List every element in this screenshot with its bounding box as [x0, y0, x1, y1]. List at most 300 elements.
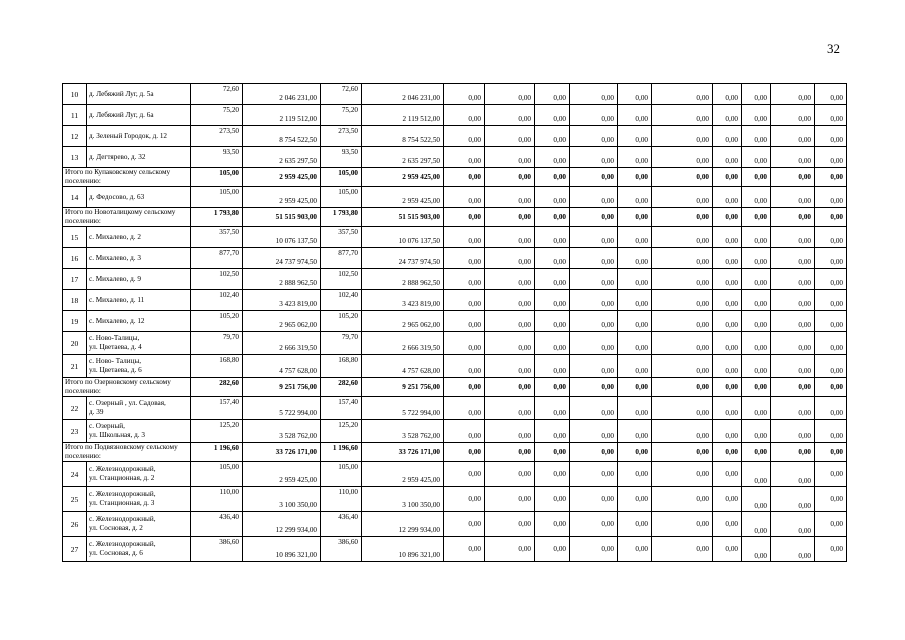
- cost-cell: 3 423 819,00: [243, 290, 321, 311]
- value-cell: 0,00: [570, 420, 618, 443]
- address-line1: с. Ново- Талицы,: [89, 357, 142, 365]
- value-cell: 0,00: [570, 487, 618, 512]
- cost-cell: 2 119 512,00: [243, 105, 321, 126]
- total-cell: 3 423 819,00: [362, 290, 444, 311]
- area2-cell: 1 196,60: [321, 443, 362, 462]
- value-cell: 0,00: [485, 208, 535, 227]
- value-cell: 0,00: [713, 84, 742, 105]
- table-row: [63, 487, 847, 512]
- value-cell: 0,00: [771, 487, 815, 512]
- value-cell: 0,00: [485, 537, 535, 562]
- row-number: 19: [63, 311, 87, 332]
- value-cell: 0,00: [485, 462, 535, 487]
- cost-cell: 2 046 231,00: [243, 84, 321, 105]
- value-cell: 0,00: [652, 290, 713, 311]
- value-cell: 0,00: [742, 537, 771, 562]
- value-cell: 0,00: [618, 397, 652, 420]
- value-cell: 0,00: [570, 269, 618, 290]
- value-cell: 0,00: [444, 126, 485, 147]
- address-cell: [87, 290, 191, 311]
- value-cell: 0,00: [535, 147, 570, 168]
- area-cell: 102,50: [191, 269, 243, 290]
- value-cell: 0,00: [815, 126, 847, 147]
- area-cell: 157,40: [191, 397, 243, 420]
- cost-cell: 5 722 994,00: [243, 397, 321, 420]
- value-cell: 0,00: [618, 168, 652, 187]
- value-cell: 0,00: [815, 269, 847, 290]
- value-cell: 0,00: [713, 397, 742, 420]
- address-cell: [87, 147, 191, 168]
- value-cell: 0,00: [535, 462, 570, 487]
- value-cell: 0,00: [618, 105, 652, 126]
- value-cell: 0,00: [618, 269, 652, 290]
- address-line1: с. Железнодорожный,: [89, 490, 156, 498]
- value-cell: 0,00: [444, 512, 485, 537]
- value-cell: 0,00: [742, 290, 771, 311]
- value-cell: 0,00: [713, 248, 742, 269]
- value-cell: 0,00: [570, 248, 618, 269]
- address-cell: [87, 397, 191, 420]
- cost-cell: 9 251 756,00: [243, 378, 321, 397]
- address-text: с. Михалево, д. 12: [89, 316, 145, 325]
- total-cell: 51 515 903,00: [362, 208, 444, 227]
- address-cell: [87, 105, 191, 126]
- value-cell: 0,00: [535, 512, 570, 537]
- total-cell: 2 046 231,00: [362, 84, 444, 105]
- row-number: 20: [63, 332, 87, 355]
- address-cell: [87, 332, 191, 355]
- area2-cell: 105,00: [321, 462, 362, 487]
- value-cell: 0,00: [771, 290, 815, 311]
- value-cell: 0,00: [535, 105, 570, 126]
- value-cell: 0,00: [771, 397, 815, 420]
- cost-cell: 2 959 425,00: [243, 462, 321, 487]
- area-cell: 75,20: [191, 105, 243, 126]
- total-cell: 12 299 934,00: [362, 512, 444, 537]
- value-cell: 0,00: [815, 311, 847, 332]
- value-cell: 0,00: [652, 397, 713, 420]
- value-cell: 0,00: [771, 187, 815, 208]
- address-cell: [87, 248, 191, 269]
- value-cell: 0,00: [742, 443, 771, 462]
- value-cell: 0,00: [618, 443, 652, 462]
- value-cell: 0,00: [485, 487, 535, 512]
- value-cell: 0,00: [742, 84, 771, 105]
- value-cell: 0,00: [485, 168, 535, 187]
- area-cell: 357,50: [191, 227, 243, 248]
- value-cell: 0,00: [815, 462, 847, 487]
- value-cell: 0,00: [815, 487, 847, 512]
- value-cell: 0,00: [444, 443, 485, 462]
- total-cell: 10 896 321,00: [362, 537, 444, 562]
- page-number: 32: [827, 41, 840, 56]
- area2-cell: 79,70: [321, 332, 362, 355]
- subtotal-label: Итого по Подвязновскому сельскому поселению:: [63, 443, 191, 462]
- value-cell: 0,00: [652, 187, 713, 208]
- value-cell: 0,00: [570, 332, 618, 355]
- value-cell: 0,00: [535, 248, 570, 269]
- value-cell: 0,00: [713, 537, 742, 562]
- address-line2: ул. Цветаева, д. 6: [89, 366, 142, 374]
- value-cell: 0,00: [618, 462, 652, 487]
- value-cell: 0,00: [713, 512, 742, 537]
- area2-cell: 93,50: [321, 147, 362, 168]
- value-cell: 0,00: [485, 105, 535, 126]
- total-cell: 10 076 137,50: [362, 227, 444, 248]
- cost-cell: 2 635 297,50: [243, 147, 321, 168]
- value-cell: 0,00: [771, 269, 815, 290]
- value-cell: 0,00: [742, 187, 771, 208]
- address-cell: [87, 420, 191, 443]
- address-line2: ул. Станционная, д. 2: [89, 474, 155, 482]
- value-cell: 0,00: [535, 126, 570, 147]
- address-line1: с. Железнодорожный,: [89, 465, 156, 473]
- area2-cell: 105,00: [321, 187, 362, 208]
- value-cell: 0,00: [618, 187, 652, 208]
- value-cell: 0,00: [618, 290, 652, 311]
- value-cell: 0,00: [652, 248, 713, 269]
- value-cell: 0,00: [444, 269, 485, 290]
- value-cell: 0,00: [618, 208, 652, 227]
- value-cell: 0,00: [535, 290, 570, 311]
- value-cell: 0,00: [535, 269, 570, 290]
- value-cell: 0,00: [444, 147, 485, 168]
- value-cell: 0,00: [652, 420, 713, 443]
- address-line1: с. Железнодорожный,: [89, 515, 156, 523]
- table-row: [63, 332, 847, 355]
- area-cell: 72,60: [191, 84, 243, 105]
- area-cell: 436,40: [191, 512, 243, 537]
- address-cell: [87, 126, 191, 147]
- address-text: с. Михалево, д. 11: [89, 295, 145, 304]
- value-cell: 0,00: [713, 420, 742, 443]
- address-cell: [87, 311, 191, 332]
- area-cell: 93,50: [191, 147, 243, 168]
- cost-cell: 4 757 628,00: [243, 355, 321, 378]
- cost-cell: 24 737 974,50: [243, 248, 321, 269]
- value-cell: 0,00: [713, 311, 742, 332]
- value-cell: 0,00: [713, 487, 742, 512]
- value-cell: 0,00: [570, 227, 618, 248]
- value-cell: 0,00: [618, 355, 652, 378]
- area2-cell: 110,00: [321, 487, 362, 512]
- value-cell: 0,00: [815, 187, 847, 208]
- value-cell: 0,00: [652, 487, 713, 512]
- value-cell: 0,00: [485, 420, 535, 443]
- value-cell: 0,00: [485, 269, 535, 290]
- value-cell: 0,00: [485, 512, 535, 537]
- table-row: [63, 84, 847, 105]
- value-cell: 0,00: [618, 512, 652, 537]
- value-cell: 0,00: [485, 397, 535, 420]
- address-line1: с. Озерный,: [89, 422, 125, 430]
- value-cell: 0,00: [815, 355, 847, 378]
- value-cell: 0,00: [652, 84, 713, 105]
- value-cell: 0,00: [652, 105, 713, 126]
- address-line1: с. Озерный , ул. Садовая,: [89, 399, 166, 407]
- cost-cell: 2 959 425,00: [243, 168, 321, 187]
- cost-cell: 8 754 522,50: [243, 126, 321, 147]
- value-cell: 0,00: [570, 378, 618, 397]
- value-cell: 0,00: [535, 227, 570, 248]
- value-cell: 0,00: [485, 126, 535, 147]
- value-cell: 0,00: [713, 332, 742, 355]
- address-text: д. Федосово, д. 63: [89, 192, 145, 201]
- value-cell: 0,00: [652, 227, 713, 248]
- value-cell: 0,00: [815, 208, 847, 227]
- value-cell: 0,00: [535, 487, 570, 512]
- address-cell: [87, 187, 191, 208]
- total-cell: 8 754 522,50: [362, 126, 444, 147]
- address-text: д. Лебяжий Луг, д. 6а: [89, 110, 154, 119]
- row-number: 11: [63, 105, 87, 126]
- value-cell: 0,00: [570, 443, 618, 462]
- total-cell: 33 726 171,00: [362, 443, 444, 462]
- value-cell: 0,00: [535, 537, 570, 562]
- address-line2: ул. Цветаева, д. 4: [89, 343, 142, 351]
- area2-cell: 273,50: [321, 126, 362, 147]
- table-row: [63, 105, 847, 126]
- total-cell: 3 100 350,00: [362, 487, 444, 512]
- value-cell: 0,00: [771, 105, 815, 126]
- value-cell: 0,00: [535, 443, 570, 462]
- value-cell: 0,00: [444, 105, 485, 126]
- area-cell: 105,00: [191, 187, 243, 208]
- value-cell: 0,00: [570, 311, 618, 332]
- cost-cell: 33 726 171,00: [243, 443, 321, 462]
- value-cell: 0,00: [485, 311, 535, 332]
- value-cell: 0,00: [570, 187, 618, 208]
- value-cell: 0,00: [742, 332, 771, 355]
- address-text: с. Михалево, д. 3: [89, 253, 141, 262]
- address-cell: [87, 487, 191, 512]
- cost-cell: 2 888 962,50: [243, 269, 321, 290]
- value-cell: 0,00: [618, 332, 652, 355]
- value-cell: 0,00: [618, 248, 652, 269]
- value-cell: 0,00: [485, 443, 535, 462]
- address-text: д. Дегтярево, д. 32: [89, 152, 146, 161]
- value-cell: 0,00: [652, 269, 713, 290]
- address-cell: [87, 227, 191, 248]
- value-cell: 0,00: [771, 462, 815, 487]
- value-cell: 0,00: [742, 355, 771, 378]
- value-cell: 0,00: [535, 187, 570, 208]
- value-cell: 0,00: [815, 512, 847, 537]
- value-cell: 0,00: [713, 355, 742, 378]
- value-cell: 0,00: [742, 227, 771, 248]
- row-number: 15: [63, 227, 87, 248]
- area2-cell: 282,60: [321, 378, 362, 397]
- area2-cell: 877,70: [321, 248, 362, 269]
- value-cell: 0,00: [570, 462, 618, 487]
- subtotal-row: [63, 443, 847, 462]
- value-cell: 0,00: [444, 332, 485, 355]
- address-line1: с. Железнодорожный,: [89, 540, 156, 548]
- value-cell: 0,00: [570, 105, 618, 126]
- value-cell: 0,00: [815, 105, 847, 126]
- value-cell: 0,00: [485, 227, 535, 248]
- area-cell: 386,60: [191, 537, 243, 562]
- area2-cell: 168,80: [321, 355, 362, 378]
- value-cell: 0,00: [485, 84, 535, 105]
- value-cell: 0,00: [742, 208, 771, 227]
- value-cell: 0,00: [485, 355, 535, 378]
- value-cell: 0,00: [815, 420, 847, 443]
- total-cell: 2 888 962,50: [362, 269, 444, 290]
- area2-cell: 105,00: [321, 168, 362, 187]
- address-line2: ул. Станционная, д. 3: [89, 499, 155, 507]
- table-row: [63, 537, 847, 562]
- value-cell: 0,00: [618, 126, 652, 147]
- row-number: 22: [63, 397, 87, 420]
- value-cell: 0,00: [570, 512, 618, 537]
- subtotal-row: [63, 378, 847, 397]
- row-number: 24: [63, 462, 87, 487]
- value-cell: 0,00: [713, 443, 742, 462]
- row-number: 17: [63, 269, 87, 290]
- area-cell: 105,00: [191, 462, 243, 487]
- value-cell: 0,00: [570, 126, 618, 147]
- value-cell: 0,00: [742, 512, 771, 537]
- table-row: [63, 512, 847, 537]
- total-cell: 3 528 762,00: [362, 420, 444, 443]
- value-cell: 0,00: [535, 397, 570, 420]
- row-number: 26: [63, 512, 87, 537]
- value-cell: 0,00: [742, 378, 771, 397]
- value-cell: 0,00: [742, 487, 771, 512]
- value-cell: 0,00: [535, 311, 570, 332]
- total-cell: 2 959 425,00: [362, 187, 444, 208]
- value-cell: 0,00: [618, 227, 652, 248]
- value-cell: 0,00: [618, 487, 652, 512]
- cost-cell: 3 528 762,00: [243, 420, 321, 443]
- area-cell: 102,40: [191, 290, 243, 311]
- total-cell: 2 119 512,00: [362, 105, 444, 126]
- value-cell: 0,00: [815, 168, 847, 187]
- area-cell: 105,00: [191, 168, 243, 187]
- value-cell: 0,00: [771, 537, 815, 562]
- value-cell: 0,00: [652, 147, 713, 168]
- value-cell: 0,00: [742, 397, 771, 420]
- value-cell: 0,00: [713, 227, 742, 248]
- value-cell: 0,00: [815, 378, 847, 397]
- value-cell: 0,00: [444, 168, 485, 187]
- table-row: [63, 311, 847, 332]
- value-cell: 0,00: [535, 84, 570, 105]
- value-cell: 0,00: [771, 355, 815, 378]
- subtotal-label: Итого по Озерновскому сельскому поселению:: [63, 378, 191, 397]
- value-cell: 0,00: [618, 84, 652, 105]
- value-cell: 0,00: [742, 248, 771, 269]
- value-cell: 0,00: [652, 332, 713, 355]
- value-cell: 0,00: [742, 420, 771, 443]
- value-cell: 0,00: [815, 84, 847, 105]
- value-cell: 0,00: [535, 208, 570, 227]
- value-cell: 0,00: [535, 168, 570, 187]
- value-cell: 0,00: [713, 462, 742, 487]
- address-text: с. Михалево, д. 9: [89, 274, 141, 283]
- value-cell: 0,00: [570, 537, 618, 562]
- value-cell: 0,00: [713, 290, 742, 311]
- value-cell: 0,00: [652, 311, 713, 332]
- row-number: 10: [63, 84, 87, 105]
- value-cell: 0,00: [444, 208, 485, 227]
- area2-cell: 157,40: [321, 397, 362, 420]
- value-cell: 0,00: [771, 248, 815, 269]
- value-cell: 0,00: [713, 187, 742, 208]
- area2-cell: 357,50: [321, 227, 362, 248]
- address-text: д. Зеленый Городок, д. 12: [89, 131, 168, 140]
- value-cell: 0,00: [485, 332, 535, 355]
- value-cell: 0,00: [771, 378, 815, 397]
- cost-cell: 12 299 934,00: [243, 512, 321, 537]
- address-line1: с. Ново-Талицы,: [89, 334, 140, 342]
- value-cell: 0,00: [815, 537, 847, 562]
- value-cell: 0,00: [713, 208, 742, 227]
- row-number: 25: [63, 487, 87, 512]
- total-cell: 2 965 062,00: [362, 311, 444, 332]
- value-cell: 0,00: [652, 512, 713, 537]
- cost-cell: 10 076 137,50: [243, 227, 321, 248]
- value-cell: 0,00: [444, 487, 485, 512]
- table-row: [63, 187, 847, 208]
- value-cell: 0,00: [771, 332, 815, 355]
- total-cell: 4 757 628,00: [362, 355, 444, 378]
- table-row: [63, 248, 847, 269]
- value-cell: 0,00: [570, 355, 618, 378]
- table-row: [63, 397, 847, 420]
- row-number: 18: [63, 290, 87, 311]
- row-number: 13: [63, 147, 87, 168]
- value-cell: 0,00: [570, 208, 618, 227]
- value-cell: 0,00: [535, 378, 570, 397]
- area-cell: 105,20: [191, 311, 243, 332]
- area2-cell: 105,20: [321, 311, 362, 332]
- table-row: [63, 147, 847, 168]
- subtotal-row: [63, 208, 847, 227]
- address-text: с. Михалево, д. 2: [89, 232, 141, 241]
- value-cell: 0,00: [652, 462, 713, 487]
- value-cell: 0,00: [771, 311, 815, 332]
- value-cell: 0,00: [771, 168, 815, 187]
- value-cell: 0,00: [618, 378, 652, 397]
- address-line2: ул. Сосновая, д. 6: [89, 549, 143, 557]
- total-cell: 2 959 425,00: [362, 168, 444, 187]
- value-cell: 0,00: [444, 227, 485, 248]
- value-cell: 0,00: [815, 397, 847, 420]
- row-number: 21: [63, 355, 87, 378]
- cost-cell: 10 896 321,00: [243, 537, 321, 562]
- row-number: 14: [63, 187, 87, 208]
- table-row: [63, 355, 847, 378]
- address-line2: ул. Сосновая, д. 2: [89, 524, 143, 532]
- area-cell: 273,50: [191, 126, 243, 147]
- table-row: [63, 227, 847, 248]
- area2-cell: 125,20: [321, 420, 362, 443]
- address-line2: ул. Школьная, д. 3: [89, 431, 145, 439]
- value-cell: 0,00: [444, 462, 485, 487]
- value-cell: 0,00: [771, 227, 815, 248]
- address-cell: [87, 512, 191, 537]
- value-cell: 0,00: [713, 378, 742, 397]
- area2-cell: 102,50: [321, 269, 362, 290]
- address-cell: [87, 269, 191, 290]
- address-text: д. Лебяжий Луг, д. 5а: [89, 89, 154, 98]
- value-cell: 0,00: [570, 397, 618, 420]
- value-cell: 0,00: [815, 443, 847, 462]
- value-cell: 0,00: [444, 397, 485, 420]
- value-cell: 0,00: [444, 290, 485, 311]
